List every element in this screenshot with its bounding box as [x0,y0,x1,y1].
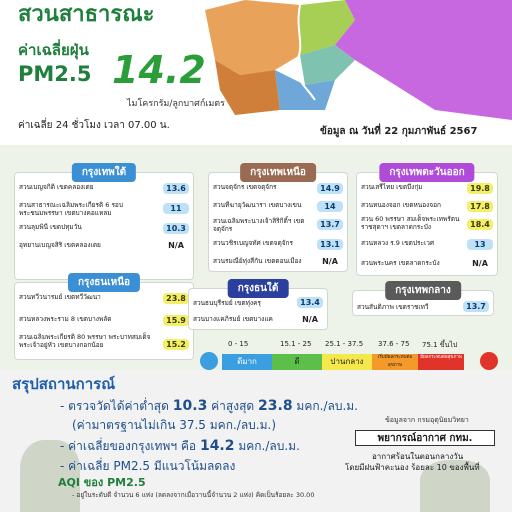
unit-label: ไมโครกรัม/ลูกบาศก์เมตร [127,99,225,109]
summary-standard: (ค่ามาตรฐานไม่เกิน 37.5 มคก./ลบ.ม.) [72,418,277,432]
avg-time-label: ค่าเฉลี่ย 24 ชั่วโมง เวลา 07.00 น. [18,120,170,131]
summary-line-min-max [60,397,358,416]
aqi-line: - อยู่ในระดับดี จำนวน 6 แห่ง (ลดลงจากเมื่อวานนี้จำนวน 2 แห่ง) คิดเป็นร้อยละ 30.00 [72,491,315,499]
row-label: สวนเฉลิมพระเกียรติ 80 พรรษา พระบาทสมเด็จพระเจ้าอยู่หัว เขตบางกอกน้อย [19,333,151,349]
row-label: สวนธนบุรีรมย์ เขตทุ่งครุ [193,299,261,307]
row-value-badge: 10.3 [163,223,189,234]
row-label: สวนเฉลิมพระนางเจ้าสิริกิติ์ฯ เขตจตุจักร [213,217,305,233]
summary-min-value: 10.3 [172,398,208,414]
row-value-badge: 13.6 [163,183,189,194]
row-value-badge: 18.4 [467,219,493,230]
panel-south-header: กรุงเทพใต้ [72,163,136,182]
row-value-badge: 13.7 [317,219,343,230]
pm25-value: 14.2 [112,48,206,92]
row-value-badge: 23.8 [163,293,189,304]
row-value-badge: N/A [302,315,318,324]
map-region-east [335,0,512,120]
weather-line: โดยมีฝนฟ้าคะนอง ร้อยละ 10 ของพื้นที่ [345,463,480,472]
scale-range: 37.6 - 75 [378,340,410,348]
scale-range: 75.1 ขึ้นไป [422,341,458,349]
data-date: ข้อมูล ณ วันที่ 22 กุมภาพันธ์ 2567 [320,126,478,137]
row-value-badge: 17.8 [467,201,493,212]
row-label: สวนหนองจอก เขตหนองจอก [361,201,441,209]
panel-east [356,167,498,276]
row-label: สวนสาธารณะเฉลิมพระเกียรติ 6 รอบ พระชนมพรรษา เขตบางคอแหลม [19,201,123,217]
panel-north-header: กรุงเทพเหนือ [240,163,316,182]
scale-level: ปานกลาง [322,354,372,370]
bangkok-district-map [205,0,512,120]
row-value-badge: 13.7 [463,301,489,312]
page-title: สวนสาธารณะ [18,2,155,27]
panel-thonburi-south [188,283,328,330]
row-value-badge: 13.1 [317,239,343,250]
summary-text: - ค่าเฉลี่ยของกรุงเทพฯ คือ [60,439,197,453]
scale-range: 15.1 - 25 [280,340,312,348]
row-label: สวนสันติภาพ เขตราชเทวี [357,303,429,311]
summary-text: - ตรวจวัดได้ค่าต่ำสุด [60,399,169,413]
row-label: สวนพระนคร เขตลาดกระบัง [361,259,440,267]
avg-dust-label: ค่าเฉลี่ยฝุ่น [18,41,89,59]
weather-line: อากาศร้อนในตอนกลางวัน [372,452,464,461]
row-value-badge: 14 [317,201,343,212]
row-value-badge: N/A [322,257,338,266]
summary-line-avg [60,437,300,456]
row-label: สวนเสรีไทย เขตบึงกุ่ม [361,183,423,191]
row-label: สวน 60 พรรษา สมเด็จพระเทพรัตนราชสุดาฯ เขตลาดกระบัง [361,215,460,231]
row-value-badge: 13.4 [297,297,323,308]
summary-text: ค่าสูงสุด [211,399,255,413]
row-value-badge: 13 [467,239,493,250]
row-label: สวนเบญจกิติ เขตคลองเตย [19,183,94,191]
aqi-title: AQI ของ PM2.5 [58,476,146,489]
pm25-label: PM2.5 [18,62,92,86]
row-label: สวนลุมพินี เขตปทุมวัน [19,223,82,231]
summary-unit: มคก./ลบ.ม. [296,399,358,413]
row-label: อุทยานเบญจสิริ เขตคลองเตย [19,241,101,249]
summary-unit: มคก./ลบ.ม. [238,439,300,453]
panel-north [208,167,348,272]
row-value-badge: 15.2 [163,339,189,350]
summary-trend: - ค่าเฉลี่ย PM2.5 มีแนวโน้มลดลง [60,459,236,473]
scale-level: มีผลกระทบต่อสุขภาพ [418,354,464,370]
row-label: สวนหลวง ร.9 เขตประเวศ [361,239,434,247]
row-value-badge: 14.9 [317,183,343,194]
row-value-badge: N/A [168,241,184,250]
summary-avg-value: 14.2 [199,438,235,454]
sad-face-icon [480,352,498,370]
scale-range: 0 - 15 [228,340,249,348]
row-value-badge: 19.8 [467,183,493,194]
row-value-badge: 11 [163,203,189,214]
row-label: สวนทวีวนารมย์ เขตทวีวัฒนา [19,293,101,301]
panel-thonburi-south-header: กรุงธนใต้ [228,279,289,298]
weather-forecast-box: พยากรณ์อากาศ กทม. [355,430,495,446]
summary-max-value: 23.8 [258,398,293,414]
row-label: สวนทีฆายุวัฒนารา เขตบางเขน [213,201,302,209]
panel-south [14,167,194,280]
scale-level: เริ่มมีผลกระทบต่อสุขภาพ [372,354,418,370]
scale-level: ดีมาก [222,354,272,370]
weather-source: ข้อมูลจาก กรมอุตุนิยมวิทยา [385,416,469,424]
panel-central-header: กรุงเทพกลาง [385,281,461,300]
panel-east-header: กรุงเทพตะวันออก [379,163,474,182]
row-label: สวนจตุจักร เขตจตุจักร [213,183,277,191]
row-label: สวนบางแคภิรมย์ เขตบางแค [193,315,273,323]
panel-thonburi-north-header: กรุงธนเหนือ [68,273,140,292]
scale-range: 25.1 - 37.5 [325,340,364,348]
row-value-badge: 15.9 [163,315,189,326]
row-label: สวนวชิรเบญจทัศ เขตจตุจักร [213,239,293,247]
summary-title: สรุปสถานการณ์ [12,375,116,393]
row-value-badge: N/A [472,259,488,268]
row-label: สวนรมณีย์ทุ่งสีกัน เขตดอนเมือง [213,257,302,265]
row-label: สวนหลวงพระราม 8 เขตบางพลัด [19,315,112,323]
panel-central [352,285,494,316]
panel-thonburi-north [14,277,194,360]
scale-level: ดี [272,354,322,370]
happy-face-icon [200,352,218,370]
